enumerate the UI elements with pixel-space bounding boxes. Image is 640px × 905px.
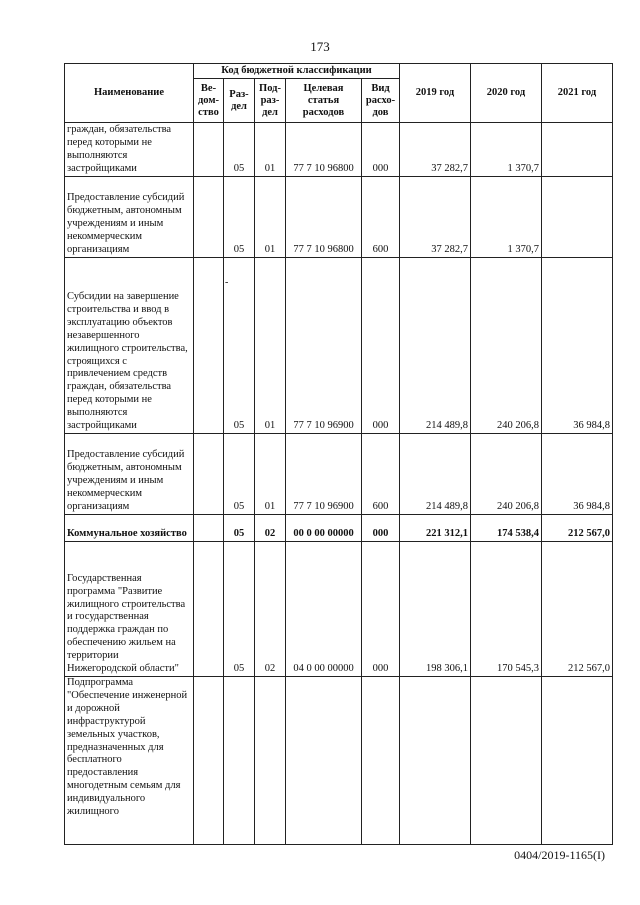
row-ved bbox=[194, 123, 224, 177]
row-podrazdel: 01 bbox=[255, 258, 286, 434]
row-2020: 174 538,4 bbox=[471, 515, 542, 542]
row-vid bbox=[362, 677, 400, 845]
budget-table bbox=[64, 63, 613, 845]
table-row bbox=[65, 515, 613, 542]
row-razdel: 05 bbox=[224, 258, 255, 434]
row-name: граждан, обязательства перед которыми не выполняются застройщиками bbox=[65, 123, 194, 177]
table-row bbox=[65, 677, 613, 845]
row-razdel bbox=[224, 677, 255, 845]
row-target: 77 7 10 96900 bbox=[286, 434, 362, 515]
row-2021 bbox=[542, 123, 613, 177]
header-target: Целевая статья расходов bbox=[286, 79, 362, 123]
row-razdel: 05 bbox=[224, 177, 255, 258]
row-podrazdel bbox=[255, 677, 286, 845]
row-podrazdel: 01 bbox=[255, 123, 286, 177]
row-name: Подпрограмма "Обеспечение инженерной и дорожной инфраструктурой земельных участков, предназначенных для бесплатного предоставления многодетным семьям для индивидуального жилищного bbox=[65, 677, 194, 845]
row-2021 bbox=[542, 177, 613, 258]
row-2020: 1 370,7 bbox=[471, 123, 542, 177]
row-2021 bbox=[542, 677, 613, 845]
row-vid: 600 bbox=[362, 434, 400, 515]
row-2021: 212 567,0 bbox=[542, 542, 613, 677]
row-2019: 214 489,8 bbox=[400, 434, 471, 515]
row-name: Коммунальное хозяйство bbox=[65, 515, 194, 542]
row-2019: 198 306,1 bbox=[400, 542, 471, 677]
row-ved bbox=[194, 434, 224, 515]
row-ved bbox=[194, 258, 224, 434]
page-number: 173 bbox=[310, 39, 330, 54]
row-podrazdel: 02 bbox=[255, 542, 286, 677]
row-2019 bbox=[400, 677, 471, 845]
header-vid: Вид расхо- дов bbox=[362, 79, 400, 123]
row-ved bbox=[194, 677, 224, 845]
row-2019: 214 489,8 bbox=[400, 258, 471, 434]
row-2019: 37 282,7 bbox=[400, 123, 471, 177]
row-podrazdel: 02 bbox=[255, 515, 286, 542]
row-target: 00 0 00 00000 bbox=[286, 515, 362, 542]
row-vid: 000 bbox=[362, 542, 400, 677]
row-vid: 000 bbox=[362, 123, 400, 177]
row-2020 bbox=[471, 677, 542, 845]
header-name: Наименование bbox=[65, 64, 194, 123]
row-ved bbox=[194, 177, 224, 258]
header-ved: Ве- дом- ство bbox=[194, 79, 224, 123]
row-2020: 240 206,8 bbox=[471, 434, 542, 515]
row-razdel: 05 bbox=[224, 123, 255, 177]
row-podrazdel: 01 bbox=[255, 177, 286, 258]
header-podrazdel: Под- раз- дел bbox=[255, 79, 286, 123]
header-budget-code: Код бюджетной классификации bbox=[194, 64, 400, 79]
row-2019: 37 282,7 bbox=[400, 177, 471, 258]
row-target: 77 7 10 96900 bbox=[286, 258, 362, 434]
row-name: Субсидии на завершение строительства и ввод в эксплуатацию объектов незавершенного жилищного строительства, строящихся с привлечением средств граждан, обязательства перед которыми не выполняются застройщиками bbox=[65, 258, 194, 434]
table-row bbox=[65, 177, 613, 258]
row-2020: 240 206,8 bbox=[471, 258, 542, 434]
table-row bbox=[65, 258, 613, 434]
table-row bbox=[65, 542, 613, 677]
row-2019: 221 312,1 bbox=[400, 515, 471, 542]
row-vid: 600 bbox=[362, 177, 400, 258]
row-razdel: 05 bbox=[224, 434, 255, 515]
row-target bbox=[286, 677, 362, 845]
row-2021: 36 984,8 bbox=[542, 434, 613, 515]
row-target: 77 7 10 96800 bbox=[286, 177, 362, 258]
table-row bbox=[65, 123, 613, 177]
row-vid: 000 bbox=[362, 515, 400, 542]
row-2021: 36 984,8 bbox=[542, 258, 613, 434]
header-2019: 2019 год bbox=[400, 64, 471, 123]
row-ved bbox=[194, 542, 224, 677]
row-razdel: 05 bbox=[224, 542, 255, 677]
row-2020: 170 545,3 bbox=[471, 542, 542, 677]
header-razdel: Раз- дел bbox=[224, 79, 255, 123]
row-name: Государственная программа "Развитие жилищного строительства и государственная поддержка граждан по обеспечению жильем на территории Нижегородской области" bbox=[65, 542, 194, 677]
row-vid: 000 bbox=[362, 258, 400, 434]
scan-mark: - bbox=[225, 277, 229, 288]
table-row bbox=[65, 434, 613, 515]
row-2021: 212 567,0 bbox=[542, 515, 613, 542]
row-name: Предоставление субсидий бюджетным, автономным учреждениям и иным некоммерческим организациям bbox=[65, 434, 194, 515]
header-2020: 2020 год bbox=[471, 64, 542, 123]
document-code: 0404/2019-1165(I) bbox=[514, 848, 605, 862]
row-target: 77 7 10 96800 bbox=[286, 123, 362, 177]
row-podrazdel: 01 bbox=[255, 434, 286, 515]
header-2021: 2021 год bbox=[542, 64, 613, 123]
row-target: 04 0 00 00000 bbox=[286, 542, 362, 677]
row-name: Предоставление субсидий бюджетным, автономным учреждениям и иным некоммерческим организациям bbox=[65, 177, 194, 258]
row-2020: 1 370,7 bbox=[471, 177, 542, 258]
row-ved bbox=[194, 515, 224, 542]
row-razdel: 05 bbox=[224, 515, 255, 542]
